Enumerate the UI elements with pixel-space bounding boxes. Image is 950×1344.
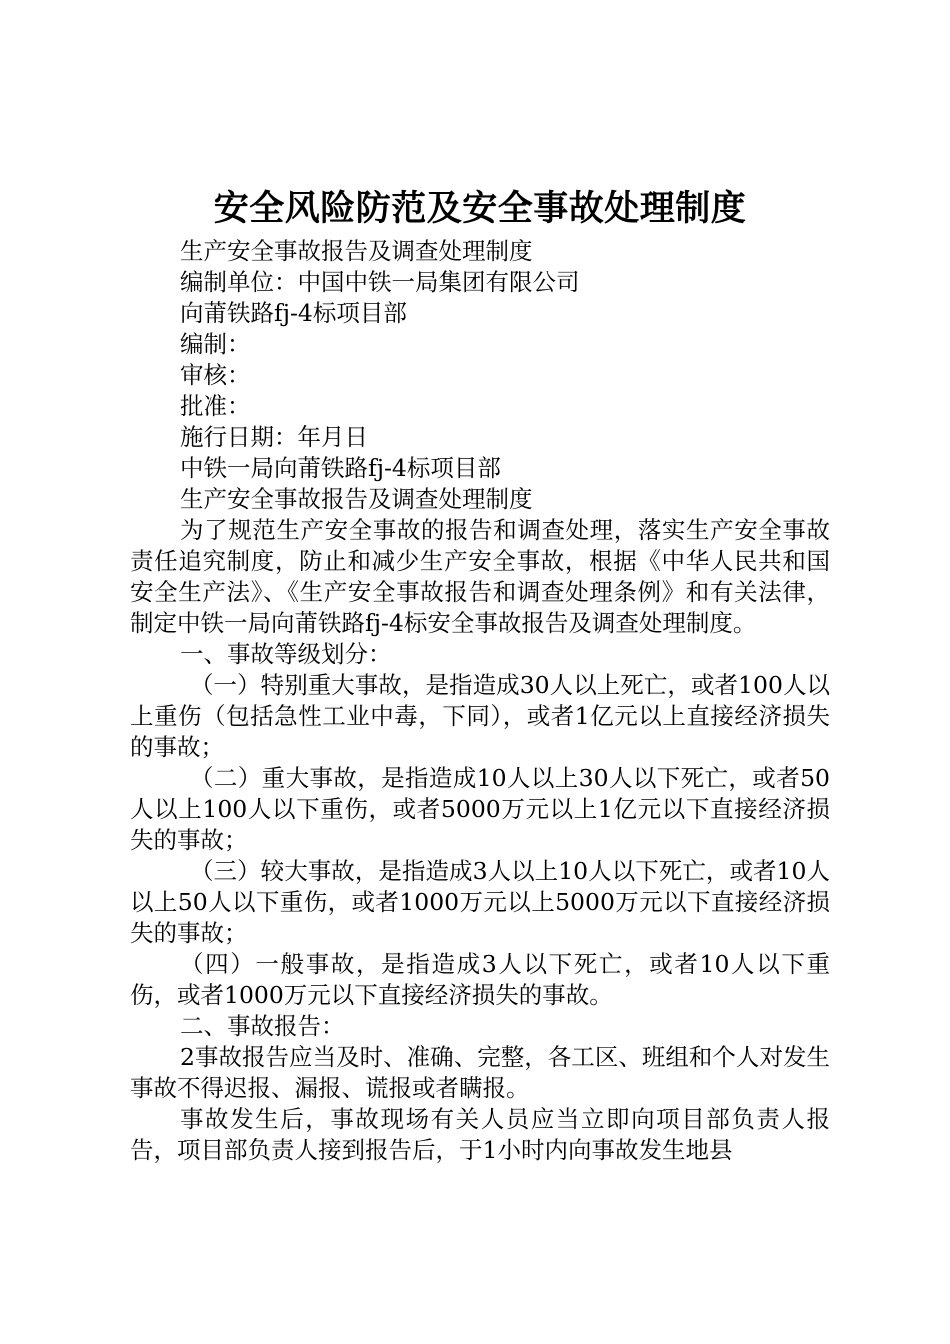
accident-level-item: （一）特别重大事故，是指造成30人以上死亡，或者100人以上重伤（包括急性工业中毒，下同），或者1亿元以上直接经济损失的事故；: [130, 671, 830, 761]
header-line-prepared-by: 编制：: [180, 330, 251, 358]
header-line-regulation-name: 生产安全事故报告及调查处理制度: [180, 485, 533, 513]
header-line-approved-by: 批准：: [180, 392, 251, 420]
section-heading-accident-report: 二、事故报告：: [180, 1012, 345, 1040]
report-paragraph: 2事故报告应当及时、准确、完整，各工区、班组和个人对发生事故不得迟报、漏报、谎报或者瞒报。: [130, 1043, 830, 1102]
header-line-reviewed-by: 审核：: [180, 361, 251, 389]
header-line-subtitle: 生产安全事故报告及调查处理制度: [180, 237, 533, 265]
intro-paragraph: 为了规范生产安全事故的报告和调查处理，落实生产安全事故责任追究制度，防止和减少生产安全事故，根据《中华人民共和国安全生产法》、《生产安全事故报告和调查处理条例》和有关法律，制定中铁一局向莆铁路fj-4标安全事故报告及调查处理制度。: [130, 516, 830, 637]
report-paragraph: 事故发生后，事故现场有关人员应当立即向项目部负责人报告，项目部负责人接到报告后，于1小时内向事故发生地县: [130, 1105, 830, 1164]
header-line-effective-date: 施行日期：年月日: [180, 423, 368, 451]
accident-level-item: （三）较大事故，是指造成3人以上10人以下死亡，或者10人以上50人以下重伤，或者1000万元以上5000万元以下直接经济损失的事故；: [130, 857, 830, 947]
accident-level-item: （二）重大事故，是指造成10人以上30人以下死亡，或者50人以上100人以下重伤，或者5000万元以上1亿元以下直接经济损失的事故；: [130, 764, 830, 854]
document-title: 安全风险防范及安全事故处理制度: [213, 189, 747, 229]
document-page: [130, 182, 830, 1166]
header-line-project-dept: 向莆铁路fj-4标项目部: [180, 299, 407, 327]
accident-level-item: （四）一般事故，是指造成3人以下死亡，或者10人以下重伤，或者1000万元以下直接经济损失的事故。: [130, 950, 830, 1009]
header-line-compiler-unit: 编制单位：中国中铁一局集团有限公司: [180, 268, 580, 296]
header-line-organization: 中铁一局向莆铁路fj-4标项目部: [180, 454, 501, 482]
section-heading-accident-levels: 一、事故等级划分：: [180, 640, 392, 668]
